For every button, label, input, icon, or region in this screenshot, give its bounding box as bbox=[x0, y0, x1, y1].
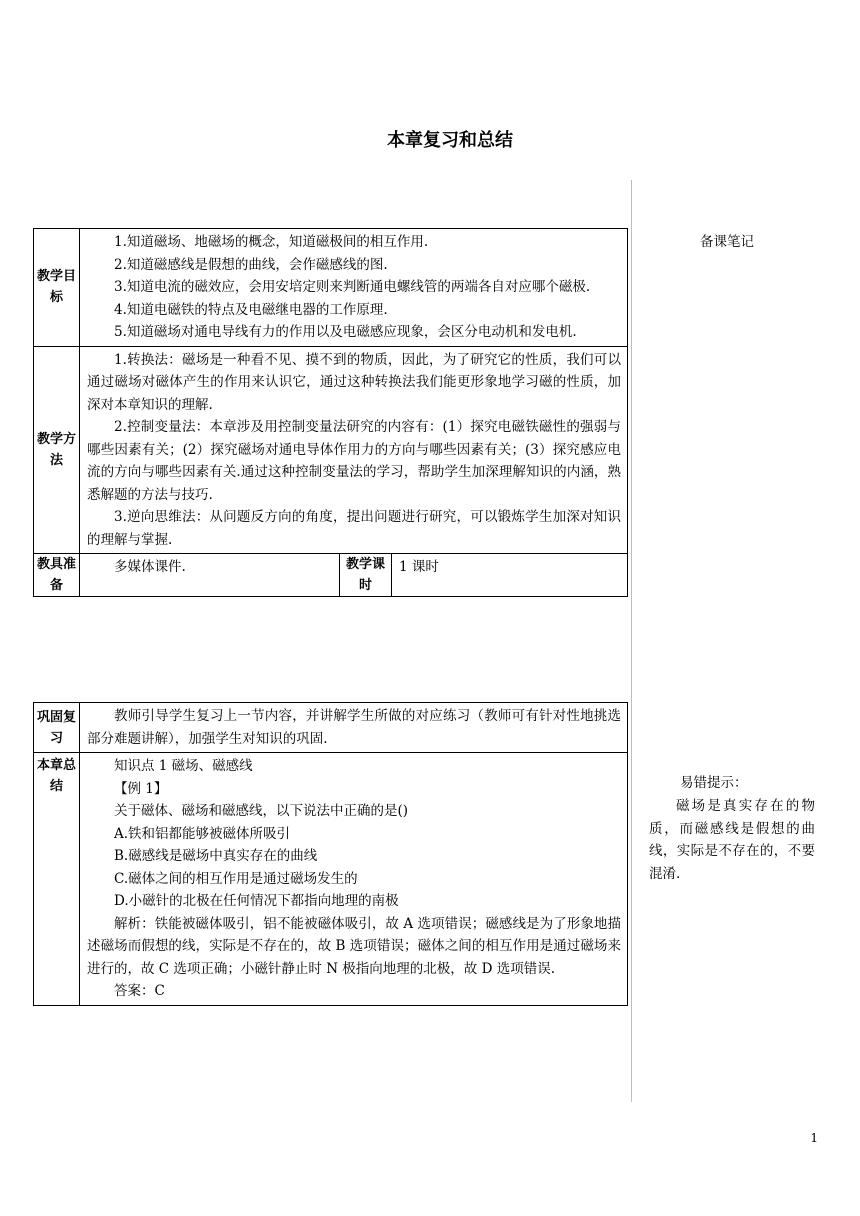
prep-label: 教具准备 bbox=[34, 554, 80, 597]
review-row bbox=[34, 703, 628, 753]
method-item: 1.转换法：磁场是一种看不见、摸不到的物质，因此，为了研究它的性质，我们可以通过磁场对磁体产生的作用来认识它，通过这种转换法我们能更形象地学习磁的性质，加深对本章知识的理解. bbox=[87, 351, 621, 413]
review-label: 巩固复习 bbox=[34, 703, 80, 753]
goal-item: 5.知道磁场对通电导线有力的作用以及电磁感应现象，会区分电动机和发电机. bbox=[114, 324, 577, 340]
option-c: C.磁体之间的相互作用是通过磁场发生的 bbox=[114, 870, 358, 887]
question-text: 关于磁体、磁场和磁感线，以下说法中正确的是() bbox=[114, 803, 409, 819]
option-d: D.小磁针的北极在任何情况下都指向地理的南极 bbox=[114, 893, 399, 909]
goal-item: 3.知道电流的磁效应，会用安培定则来判断通电螺线管的两端各自对应哪个磁极. bbox=[114, 279, 591, 295]
goal-item: 2.知道磁感线是假想的曲线，会作磁感线的图. bbox=[114, 256, 388, 273]
method-item: 2.控制变量法：本章涉及用控制变量法研究的内容有：(1）探究电磁铁磁性的强弱与哪些因素有关；(2）探究磁场对通电导体作用力的方向与哪些因素有关；(3）探究感应电流的方向与哪些因素有关.通过这种控制变量法的学习，帮助学生加深理解知识的内涵，熟悉解题的方法与技巧. bbox=[87, 419, 621, 503]
review-text: 教师引导学生复习上一节内容，并讲解学生所做的对应练习（教师可有针对性地挑选部分难题讲解），加强学生对知识的巩固. bbox=[87, 708, 621, 747]
methods-content bbox=[80, 346, 628, 554]
lesson-plan-table bbox=[33, 228, 628, 597]
goal-item: 4.知道电磁铁的特点及电磁继电器的工作原理. bbox=[114, 301, 388, 318]
knowledge-point: 知识点 1 磁场、磁感线 bbox=[114, 758, 253, 774]
margin-divider bbox=[631, 180, 632, 1102]
summary-content bbox=[80, 753, 628, 1006]
option-b: B.磁感线是磁场中真实存在的曲线 bbox=[114, 848, 318, 864]
summary-row bbox=[34, 753, 628, 1006]
review-table bbox=[33, 702, 628, 1006]
option-a: A.铁和铝都能够被磁体所吸引 bbox=[114, 825, 291, 842]
page-title: 本章复习和总结 bbox=[387, 130, 513, 151]
tip-title: 易错提示： bbox=[680, 775, 748, 791]
example-label: 【例 1】 bbox=[114, 780, 168, 797]
hours-value: 1 课时 bbox=[392, 554, 628, 597]
methods-label: 教学方法 bbox=[34, 346, 80, 554]
summary-label: 本章总结 bbox=[34, 753, 80, 1006]
hours-label: 教学课时 bbox=[340, 554, 392, 597]
methods-row bbox=[34, 346, 628, 554]
goal-item: 1.知道磁场、地磁场的概念，知道磁极间的相互作用. bbox=[114, 234, 429, 250]
goals-label: 教学目标 bbox=[34, 229, 80, 347]
answer-text: 答案：C bbox=[114, 983, 165, 999]
prep-row bbox=[34, 554, 628, 597]
page-number: 1 bbox=[810, 1131, 818, 1145]
tip-text: 磁场是真实存在的物质，而磁感线是假想的曲线，实际是不存在的，不要混淆. bbox=[649, 798, 815, 882]
prep-value: 多媒体课件. bbox=[114, 559, 186, 575]
method-item: 3.逆向思维法：从问题反方向的角度，提出问题进行研究，可以锻炼学生加深对知识的理解与掌握. bbox=[87, 509, 621, 548]
goals-row bbox=[34, 229, 628, 347]
notes-heading: 备课笔记 bbox=[700, 234, 754, 250]
analysis-text: 解析：铁能被磁体吸引，铝不能被磁体吸引，故 A 选项错误；磁感线是为了形象地描述磁场而假想的线，实际是不存在的，故 B 选项错误；磁体之间的相互作用是通过磁场来进行的，故 C 选项正确；小磁针静止时 N 极指向地理的北极，故 D 选项错误. bbox=[87, 915, 621, 977]
goals-content bbox=[80, 229, 628, 347]
